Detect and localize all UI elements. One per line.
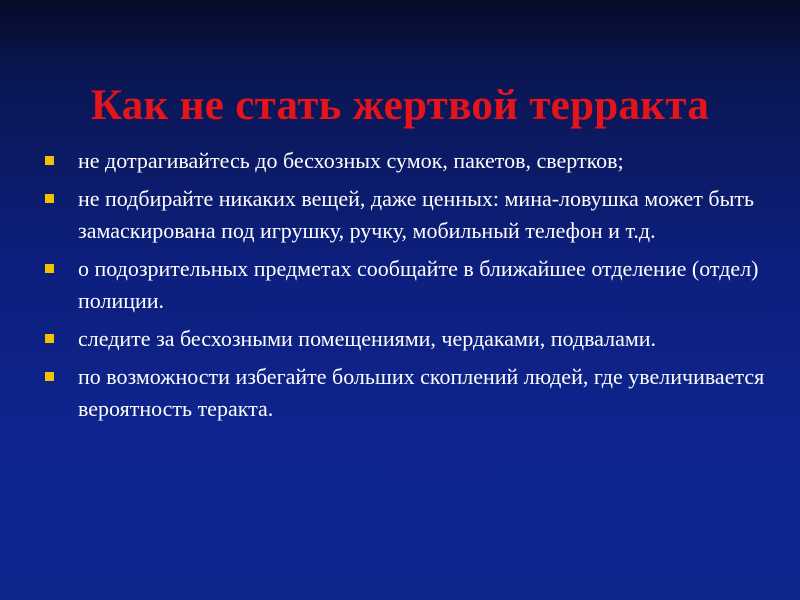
bullet-text: следите за бесхозными помещениями, чердаками, подвалами. xyxy=(78,326,657,351)
bullet-item-5 xyxy=(45,361,765,425)
bullet-item-1 xyxy=(45,145,765,177)
square-bullet-icon xyxy=(45,264,54,273)
bullet-list xyxy=(45,145,765,431)
square-bullet-icon xyxy=(45,372,54,381)
slide-title: Как не стать жертвой терракта xyxy=(90,81,710,129)
bullet-item-2 xyxy=(45,183,765,247)
bullet-text: по возможности избегайте больших скоплений людей, где увеличивается вероятность теракта. xyxy=(78,364,765,421)
square-bullet-icon xyxy=(45,194,54,203)
bullet-item-3 xyxy=(45,253,765,317)
bullet-text: не дотрагивайтесь до бесхозных сумок, пакетов, свертков; xyxy=(78,148,624,173)
square-bullet-icon xyxy=(45,334,54,343)
bullet-text: не подбирайте никаких вещей, даже ценных: мина-ловушка может быть замаскирована под игрушку, ручку, мобильный телефон и т.д. xyxy=(78,186,755,243)
square-bullet-icon xyxy=(45,156,54,165)
bullet-text: о подозрительных предметах сообщайте в ближайшее отделение (отдел) полиции. xyxy=(78,256,759,313)
bullet-item-4 xyxy=(45,323,765,355)
